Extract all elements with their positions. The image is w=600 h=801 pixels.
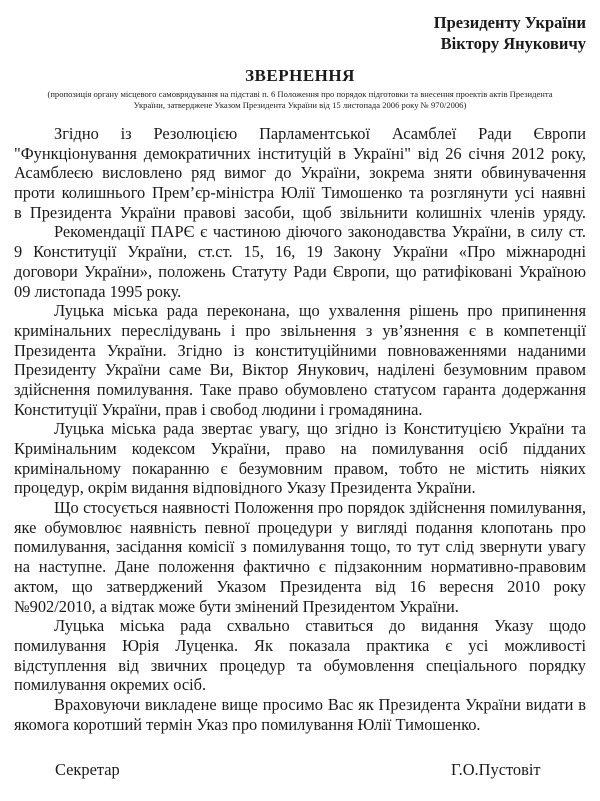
addressee-block	[434, 12, 586, 54]
paragraph-line: кримінальних переслідувань і про звільнення з ув’язнення є в компетенції	[14, 320, 586, 340]
paragraph-5	[14, 498, 586, 616]
paragraph-line: Враховуючи викладене вище просимо Вас як Президента України видати в	[54, 694, 586, 714]
paragraph-1	[14, 124, 586, 222]
paragraph-line: яке обумовлює наявність певної процедури у вигляді подання клопотань про	[14, 517, 586, 537]
paragraph-line: Президента України. Згідно із конституційними повноваженнями наданими	[14, 340, 586, 360]
signature-position: Секретар	[55, 760, 120, 779]
paragraph-line: якомога коротший термін Указ про помилування Юлії Тимошенко.	[14, 714, 481, 734]
paragraph-line: Луцька міська рада схвально ставиться до видання Указу щодо	[54, 616, 586, 636]
paragraph-3	[14, 301, 586, 419]
paragraph-line: №902/2010, а відтак може бути змінений Президентом України.	[14, 596, 459, 616]
paragraph-line: актом, що затверджений Указом Президента від 16 вересня 2010 року	[14, 576, 586, 596]
addressee-line-1: Президенту України	[433, 13, 586, 32]
paragraph-line: Асамблеєю висловлено ряд вимог до України, зокрема зняти обвинувачення	[14, 163, 586, 183]
paragraph-line: Згідно із Резолюцією Парламентської Асамблеї Ради Європи	[54, 124, 586, 143]
paragraph-line: 09 листопада 1995 року.	[14, 281, 182, 301]
paragraph-line: "Функціонування демократичних інституцій в Україні" від 26 січня 2012 року,	[14, 143, 586, 163]
paragraph-2	[14, 222, 586, 301]
document-body	[14, 124, 586, 734]
paragraph-line: помилування, засідання комісії з помилування тощо, то тут слід звернути увагу	[14, 537, 586, 557]
paragraph-line: Рекомендації ПАРЄ є частиною діючого законодавства України, в силу ст.	[54, 222, 586, 242]
addressee-line-2: Віктору Януковичу	[440, 34, 586, 53]
paragraph-7	[14, 695, 586, 734]
paragraph-line: кримінальному покаранню є безумовним правом, тобто не містить ніяких	[14, 458, 586, 478]
paragraph-line: здійснення помилування. Таке право обумовлено статусом гаранта додержання	[14, 379, 586, 399]
paragraph-line: Президенту України саме Ви, Віктор Янукович, наділені безумовним правом	[14, 360, 586, 380]
paragraph-line: Луцька міська рада переконана, що ухвалення рішень про припинення	[54, 301, 586, 321]
subtitle-line-2: України, затверджене Указом Президента України від 15 листопада 2006 року № 970/2006)	[133, 100, 467, 110]
subtitle-line-1: (пропозиція органу місцевого самоврядування на підставі п. 6 Положення про порядок підготовки та внесення проектів актів Президента	[47, 89, 553, 99]
paragraph-line: Луцька міська рада звертає увагу, що згідно із Конституцією України та	[54, 419, 586, 439]
document-title: ЗВЕРНЕННЯ	[245, 66, 355, 85]
paragraph-line: в Президента України правові засоби, щоб звільнити колишніх членів уряду.	[14, 202, 586, 222]
paragraph-line: помилування Юрія Луценка. Як показала практика є усі можливості	[14, 635, 586, 655]
paragraph-line: Кримінальним кодексом України, право на помилування осіб підданих	[14, 439, 586, 458]
paragraph-line: договори України», положень Статуту Ради Європи, що ратифіковані Україною	[14, 261, 586, 281]
paragraph-line: 9 Конституції України, ст.ст. 15, 16, 19 Закону України «Про міжнародні	[14, 242, 586, 262]
paragraph-line: проти колишнього Прем’єр-міністра Юлії Тимошенко та розглянути усі наявні	[14, 183, 586, 203]
paragraph-line: на наступне. Дане положення фактично є підзаконним нормативно-правовим	[14, 557, 586, 577]
paragraph-line: помилування окремих осіб.	[14, 675, 207, 695]
signature-name: Г.О.Пустовіт	[451, 760, 541, 779]
paragraph-line: Конституції України, прав і свобод людини і громадянина.	[14, 399, 423, 419]
paragraph-line: процедур, окрім видання відповідного Указу Президента України.	[14, 478, 476, 498]
document-subtitle	[10, 89, 590, 111]
paragraph-4	[14, 419, 586, 498]
paragraph-line: відступлення від звичних процедур та обумовлення спеціального порядку	[14, 655, 586, 675]
paragraph-line: Що стосується наявності Положення про порядок здійснення помилування,	[54, 498, 586, 518]
paragraph-6	[14, 616, 586, 695]
